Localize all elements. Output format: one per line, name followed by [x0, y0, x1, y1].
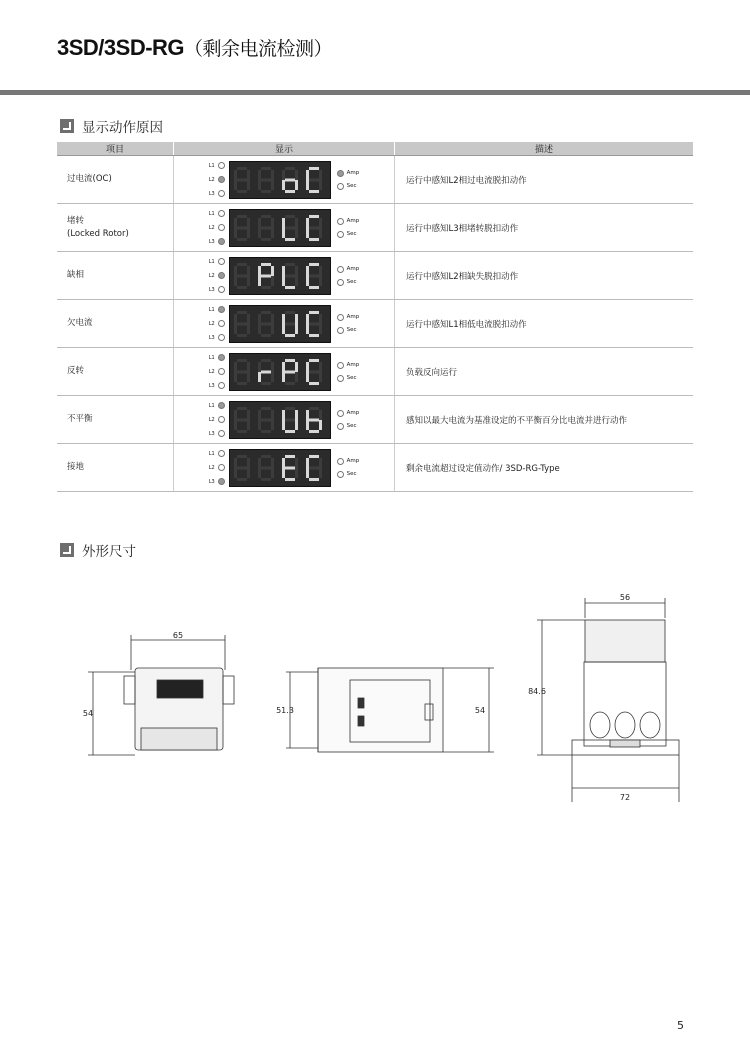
unit-dot [337, 218, 344, 225]
unit-indicator [337, 279, 360, 286]
display-code-Ub [230, 402, 330, 438]
item-cell [57, 348, 174, 396]
unit-label: Sec [346, 327, 357, 333]
front-view-drawing [88, 635, 234, 755]
display-cell [174, 252, 395, 300]
unit-label: Amp [346, 410, 360, 416]
led-label: L3 [208, 190, 215, 197]
unit-indicator [337, 458, 360, 465]
seven-segment-display [229, 401, 331, 439]
display-code-rPC [230, 354, 330, 390]
header-rule [0, 90, 750, 95]
display-code-LC [230, 210, 330, 246]
display-cell [174, 444, 395, 492]
led-indicator [209, 429, 225, 439]
unit-dot [337, 375, 344, 382]
led-dot [218, 258, 225, 265]
table-row [57, 300, 693, 348]
display-code-PLC [230, 258, 330, 294]
unit-indicator [337, 375, 360, 382]
unit-indicator [337, 410, 360, 417]
led-indicator [209, 367, 225, 377]
unit-label: Amp [346, 266, 360, 272]
led-indicator [209, 223, 225, 233]
led-label: L3 [208, 478, 215, 485]
unit-indicator [337, 314, 360, 321]
column-header: 项目 [57, 142, 174, 156]
description-cell: 运行中感知L2相缺失脱扣动作 [395, 252, 694, 300]
led-indicator [209, 463, 225, 473]
led-dot [218, 402, 225, 409]
item-cell [57, 300, 174, 348]
led-dot [218, 320, 225, 327]
led-indicator [209, 401, 225, 411]
description-cell: 运行中感知L3相堵转脱扣动作 [395, 204, 694, 252]
led-dot [218, 382, 225, 389]
item-name: 反转 [67, 366, 85, 376]
seven-segment-display [229, 161, 331, 199]
led-label: L3 [208, 238, 215, 245]
led-indicator [209, 319, 225, 329]
page-number: 5 [677, 1019, 684, 1032]
front-width-label: 65 [172, 631, 184, 640]
led-label: L2 [208, 464, 215, 471]
led-label: L2 [208, 368, 215, 375]
led-indicator [209, 305, 225, 315]
led-dot [218, 176, 225, 183]
cause-table [57, 142, 693, 492]
unit-indicator [337, 231, 360, 238]
item-cell [57, 252, 174, 300]
item-cell [57, 396, 174, 444]
rear-top-width-label: 56 [619, 593, 631, 602]
dimension-drawings [0, 580, 750, 880]
unit-dot [337, 458, 344, 465]
table-row [57, 348, 693, 396]
led-label: L3 [208, 286, 215, 293]
led-dot [218, 272, 225, 279]
item-cell [57, 156, 174, 204]
led-dot [218, 190, 225, 197]
page-title [57, 34, 332, 61]
seven-segment-display [229, 257, 331, 295]
unit-indicator [337, 218, 360, 225]
seven-segment-display [229, 305, 331, 343]
item-name: 不平衡 [67, 414, 93, 424]
unit-dot [337, 362, 344, 369]
unit-indicator [337, 423, 360, 430]
led-label: L1 [208, 306, 215, 313]
unit-dot [337, 314, 344, 321]
side-left-height-label: 51.3 [276, 706, 294, 715]
description-cell: 感知以最大电流为基准设定的不平衡百分比电流并进行动作 [395, 396, 694, 444]
item-name-secondary: (Locked Rotor) [67, 228, 129, 239]
unit-indicator [337, 327, 360, 334]
led-label: L2 [208, 224, 215, 231]
unit-label: Sec [346, 183, 357, 189]
unit-dot [337, 266, 344, 273]
table-row [57, 156, 693, 204]
unit-label: Amp [346, 458, 360, 464]
unit-indicator [337, 266, 360, 273]
unit-dot [337, 410, 344, 417]
front-height-label: 54 [82, 709, 94, 718]
led-dot [218, 210, 225, 217]
led-indicator [209, 271, 225, 281]
item-name: 缺相 [67, 270, 85, 280]
side-view-drawing [286, 668, 494, 752]
led-dot [218, 464, 225, 471]
table-row [57, 396, 693, 444]
model-name: 3SD/3SD-RG [57, 35, 185, 60]
item-name: 欠电流 [67, 318, 93, 328]
unit-dot [337, 423, 344, 430]
led-indicator [209, 449, 225, 459]
led-indicator [209, 477, 225, 487]
unit-label: Sec [346, 423, 357, 429]
display-code-EC [230, 450, 330, 486]
led-dot [218, 286, 225, 293]
led-indicator [209, 415, 225, 425]
unit-indicator [337, 471, 360, 478]
led-indicator [209, 333, 225, 343]
led-dot [218, 238, 225, 245]
section-marker-icon [60, 543, 74, 557]
led-dot [218, 478, 225, 485]
led-label: L3 [208, 334, 215, 341]
description-cell: 运行中感知L2相过电流脱扣动作 [395, 156, 694, 204]
unit-indicator [337, 183, 360, 190]
table-header [57, 142, 693, 156]
led-dot [218, 306, 225, 313]
unit-indicator [337, 362, 360, 369]
section-heading-cause [60, 116, 163, 136]
table-row [57, 252, 693, 300]
led-dot [218, 416, 225, 423]
led-dot [218, 162, 225, 169]
led-label: L2 [208, 272, 215, 279]
display-cell [174, 156, 395, 204]
led-indicator [209, 257, 225, 267]
led-indicator [209, 353, 225, 363]
display-cell [174, 300, 395, 348]
seven-segment-display [229, 353, 331, 391]
item-cell [57, 204, 174, 252]
unit-label: Sec [346, 231, 357, 237]
rear-bottom-width-label: 72 [619, 793, 631, 802]
description-cell: 运行中感知L1相低电流脱扣动作 [395, 300, 694, 348]
led-indicator [209, 237, 225, 247]
side-right-height-label: 54 [474, 706, 486, 715]
seven-segment-display [229, 449, 331, 487]
led-label: L1 [208, 210, 215, 217]
unit-dot [337, 327, 344, 334]
unit-dot [337, 170, 344, 177]
unit-label: Sec [346, 375, 357, 381]
section-marker-icon [60, 119, 74, 133]
led-indicator [209, 161, 225, 171]
display-cell [174, 396, 395, 444]
led-dot [218, 430, 225, 437]
led-label: L1 [208, 450, 215, 457]
led-label: L1 [208, 162, 215, 169]
unit-indicator [337, 170, 360, 177]
model-subtitle: （剩余电流检测） [184, 38, 333, 60]
unit-dot [337, 231, 344, 238]
table-row [57, 444, 693, 492]
column-header: 显示 [174, 142, 395, 156]
item-name: 堵转 [67, 215, 85, 226]
display-cell [174, 204, 395, 252]
led-dot [218, 450, 225, 457]
unit-label: Amp [346, 314, 360, 320]
led-indicator [209, 381, 225, 391]
display-code-UC [230, 306, 330, 342]
unit-label: Amp [346, 362, 360, 368]
led-label: L1 [208, 402, 215, 409]
description-cell: 剩余电流超过设定值动作/ 3SD-RG-Type [395, 444, 694, 492]
led-label: L2 [208, 416, 215, 423]
seven-segment-display [229, 209, 331, 247]
led-label: L2 [208, 320, 215, 327]
led-label: L3 [208, 430, 215, 437]
section-heading-dimensions [60, 540, 136, 560]
unit-dot [337, 183, 344, 190]
item-name: 接地 [67, 462, 85, 472]
led-dot [218, 354, 225, 361]
led-label: L3 [208, 382, 215, 389]
display-code-oC [230, 162, 330, 198]
led-label: L2 [208, 176, 215, 183]
led-indicator [209, 175, 225, 185]
rear-height-label: 84.6 [528, 687, 546, 696]
led-dot [218, 334, 225, 341]
led-indicator [209, 209, 225, 219]
section-title: 外形尺寸 [82, 544, 136, 560]
unit-dot [337, 471, 344, 478]
led-label: L1 [208, 354, 215, 361]
led-indicator [209, 189, 225, 199]
column-header: 描述 [395, 142, 694, 156]
led-dot [218, 368, 225, 375]
led-dot [218, 224, 225, 231]
unit-label: Amp [346, 218, 360, 224]
unit-label: Amp [346, 170, 360, 176]
rear-view-drawing [537, 598, 679, 802]
led-label: L1 [208, 258, 215, 265]
display-cell [174, 348, 395, 396]
unit-dot [337, 279, 344, 286]
description-cell: 负载反向运行 [395, 348, 694, 396]
table-row [57, 204, 693, 252]
item-name: 过电流(OC) [67, 174, 112, 184]
unit-label: Sec [346, 471, 357, 477]
unit-label: Sec [346, 279, 357, 285]
item-cell [57, 444, 174, 492]
section-title: 显示动作原因 [82, 120, 163, 136]
led-indicator [209, 285, 225, 295]
